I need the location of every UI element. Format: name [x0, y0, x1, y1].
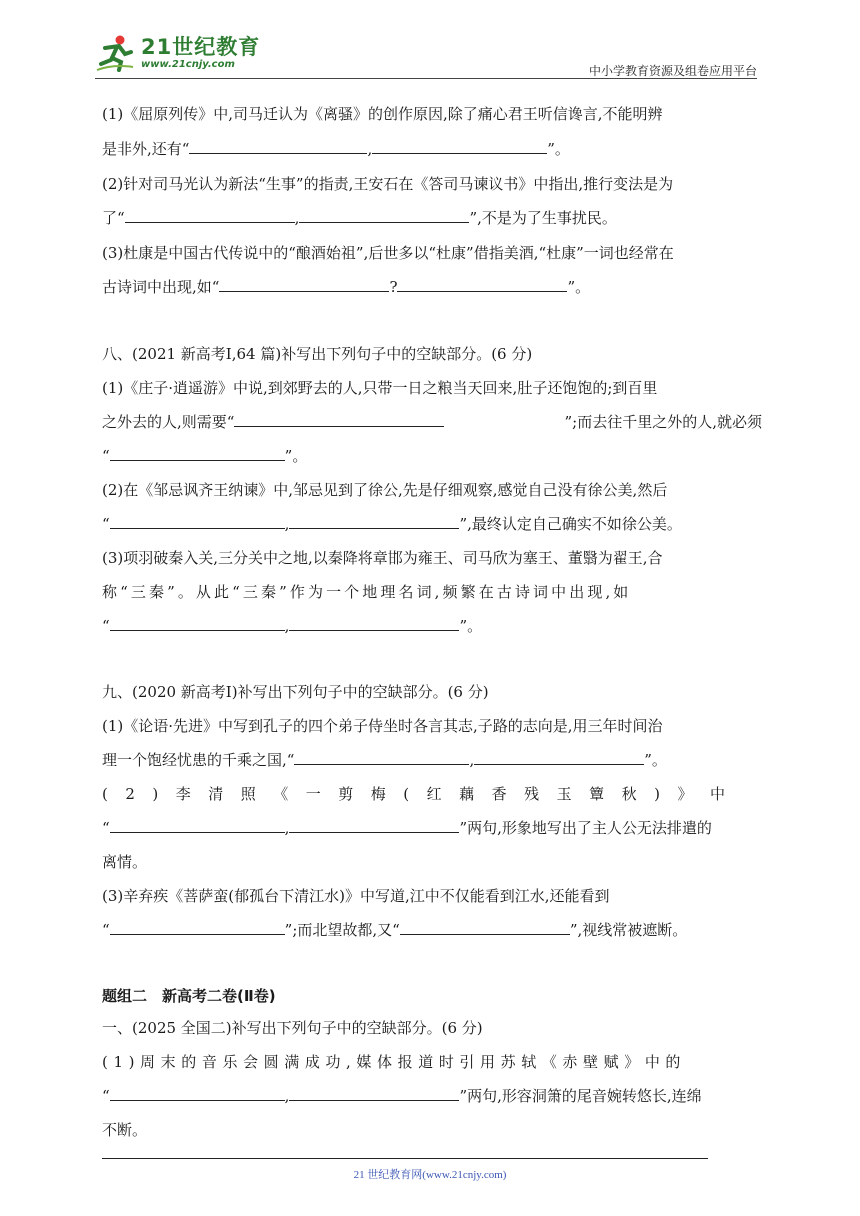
q9-1-line2	[102, 748, 667, 772]
text: ”,最终认定自己确实不如徐公美。	[459, 515, 682, 533]
answer-blank[interactable]	[289, 614, 459, 631]
g2-q1-line1: (1)周末的音乐会圆满成功,媒体报道时引用苏轼《赤壁赋》中的	[102, 1053, 687, 1071]
text: “	[102, 447, 110, 465]
text: ,	[294, 209, 300, 227]
text: 是非外,还有“	[102, 140, 190, 158]
text: ”。	[547, 140, 570, 158]
runner-logo-icon	[95, 34, 135, 72]
text: 了“	[102, 209, 125, 227]
q7-3-line2	[102, 275, 590, 299]
answer-blank[interactable]	[110, 512, 285, 529]
answer-blank[interactable]	[189, 137, 367, 154]
text: ,	[284, 1087, 290, 1105]
site-logo	[95, 34, 260, 72]
text: “	[102, 819, 110, 837]
q8-1-line2	[102, 410, 762, 434]
g2-q1-line2	[102, 1084, 702, 1108]
text: “	[102, 921, 110, 939]
q8-2-line2	[102, 512, 682, 536]
answer-blank[interactable]	[110, 1084, 285, 1101]
q8-2-line1: (2)在《邹忌讽齐王纳谏》中,邹忌见到了徐公,先是仔细观察,感觉自己没有徐公美,然后	[102, 481, 668, 499]
text: “	[102, 617, 110, 635]
answer-blank[interactable]	[110, 918, 285, 935]
answer-blank[interactable]	[110, 444, 285, 461]
text: ”。	[459, 617, 483, 635]
group-2-question-1-title: 一、(2025 全国二)补写出下列句子中的空缺部分。(6 分)	[102, 1019, 483, 1037]
text: ”;而北望故都,又“	[284, 921, 400, 939]
answer-blank[interactable]	[110, 614, 285, 631]
answer-blank[interactable]	[294, 748, 469, 765]
q9-2-line1: (2)李清照《一剪梅(红藕香残玉簟秋)》中	[102, 785, 743, 803]
text: 理一个饱经忧患的千乘之国,“	[102, 751, 295, 769]
section-9-title: 九、(2020 新高考Ⅰ)补写出下列句子中的空缺部分。(6 分)	[102, 683, 489, 701]
q8-3-line2: 称“三秦”。从此“三秦”作为一个地理名词,频繁在古诗词中出现,如	[102, 583, 632, 601]
answer-blank[interactable]	[372, 137, 547, 154]
answer-blank[interactable]	[289, 512, 459, 529]
platform-name: 中小学教育资源及组卷应用平台	[588, 64, 757, 78]
text: 之外去的人,则需要“	[102, 413, 235, 431]
logo-title: 21世纪教育	[141, 35, 261, 59]
q9-3-line1: (3)辛弃疾《菩萨蛮(郁孤台下清江水)》中写道,江中不仅能看到江水,还能看到	[102, 887, 610, 905]
text: ”,不是为了生事扰民。	[469, 209, 617, 227]
answer-blank[interactable]	[125, 206, 295, 223]
footer-divider	[102, 1158, 708, 1159]
answer-blank[interactable]	[299, 206, 469, 223]
answer-blank[interactable]	[289, 1084, 459, 1101]
text: “	[102, 1087, 110, 1105]
q7-3-line1: (3)杜康是中国古代传说中的“酿酒始祖”,后世多以“杜康”借指美酒,“杜康”一词也经常在	[102, 244, 674, 262]
q8-1-line3	[102, 444, 307, 468]
q9-2-line3: 离情。	[102, 853, 148, 871]
text: “	[102, 515, 110, 533]
text: ”,视线常被遮断。	[569, 921, 688, 939]
q9-3-line2	[102, 918, 687, 942]
q9-1-line1: (1)《论语·先进》中写到孔子的四个弟子侍坐时各言其志,子路的志向是,用三年时间治	[102, 717, 663, 735]
answer-blank[interactable]	[110, 816, 285, 833]
section-8-title: 八、(2021 新高考Ⅰ,64 篇)补写出下列句子中的空缺部分。(6 分)	[102, 345, 533, 363]
logo-url: www.21cnjy.com	[141, 59, 235, 70]
text: ,	[284, 515, 290, 533]
text: ?	[389, 278, 398, 296]
header-divider	[95, 78, 757, 79]
text: ,	[284, 819, 290, 837]
group-2-title: 题组二 新高考二卷(Ⅱ卷)	[102, 987, 276, 1005]
page-header	[95, 34, 757, 80]
text: 古诗词中出现,如“	[102, 278, 220, 296]
text: ”。	[567, 278, 591, 296]
q7-2-line2	[102, 206, 617, 230]
answer-blank[interactable]	[234, 410, 444, 427]
q7-1-line2	[102, 137, 570, 161]
q8-3-line1: (3)项羽破秦入关,三分关中之地,以秦降将章邯为雍王、司马欣为塞王、董翳为翟王,合	[102, 549, 663, 567]
text: ”。	[284, 447, 308, 465]
q7-2-line1: (2)针对司马光认为新法“生事”的指责,王安石在《答司马谏议书》中指出,推行变法是为	[102, 175, 674, 193]
page-footer: 21 世纪教育网(www.21cnjy.com)	[353, 1169, 507, 1181]
text: ”;而去往千里之外的人,就必须	[564, 413, 762, 431]
answer-blank[interactable]	[474, 748, 644, 765]
text: ”。	[644, 751, 667, 769]
q8-3-line3	[102, 614, 482, 638]
g2-q1-line3: 不断。	[102, 1121, 148, 1139]
answer-blank[interactable]	[400, 918, 570, 935]
text: ,	[469, 751, 475, 769]
text: ,	[284, 617, 290, 635]
answer-blank[interactable]	[397, 275, 567, 292]
q7-1-line1: (1)《屈原列传》中,司马迁认为《离骚》的创作原因,除了痛心君王听信谗言,不能明辨	[102, 105, 663, 123]
answer-blank[interactable]	[219, 275, 389, 292]
text: ,	[367, 140, 373, 158]
q8-1-line1: (1)《庄子·逍遥游》中说,到郊野去的人,只带一日之粮当天回来,肚子还饱饱的;到百里	[102, 379, 658, 397]
text: ”两句,形容洞箫的尾音婉转悠长,连绵	[459, 1087, 702, 1105]
q9-2-line2	[102, 816, 712, 840]
text: ”两句,形象地写出了主人公无法排遣的	[459, 819, 712, 837]
answer-blank[interactable]	[289, 816, 459, 833]
